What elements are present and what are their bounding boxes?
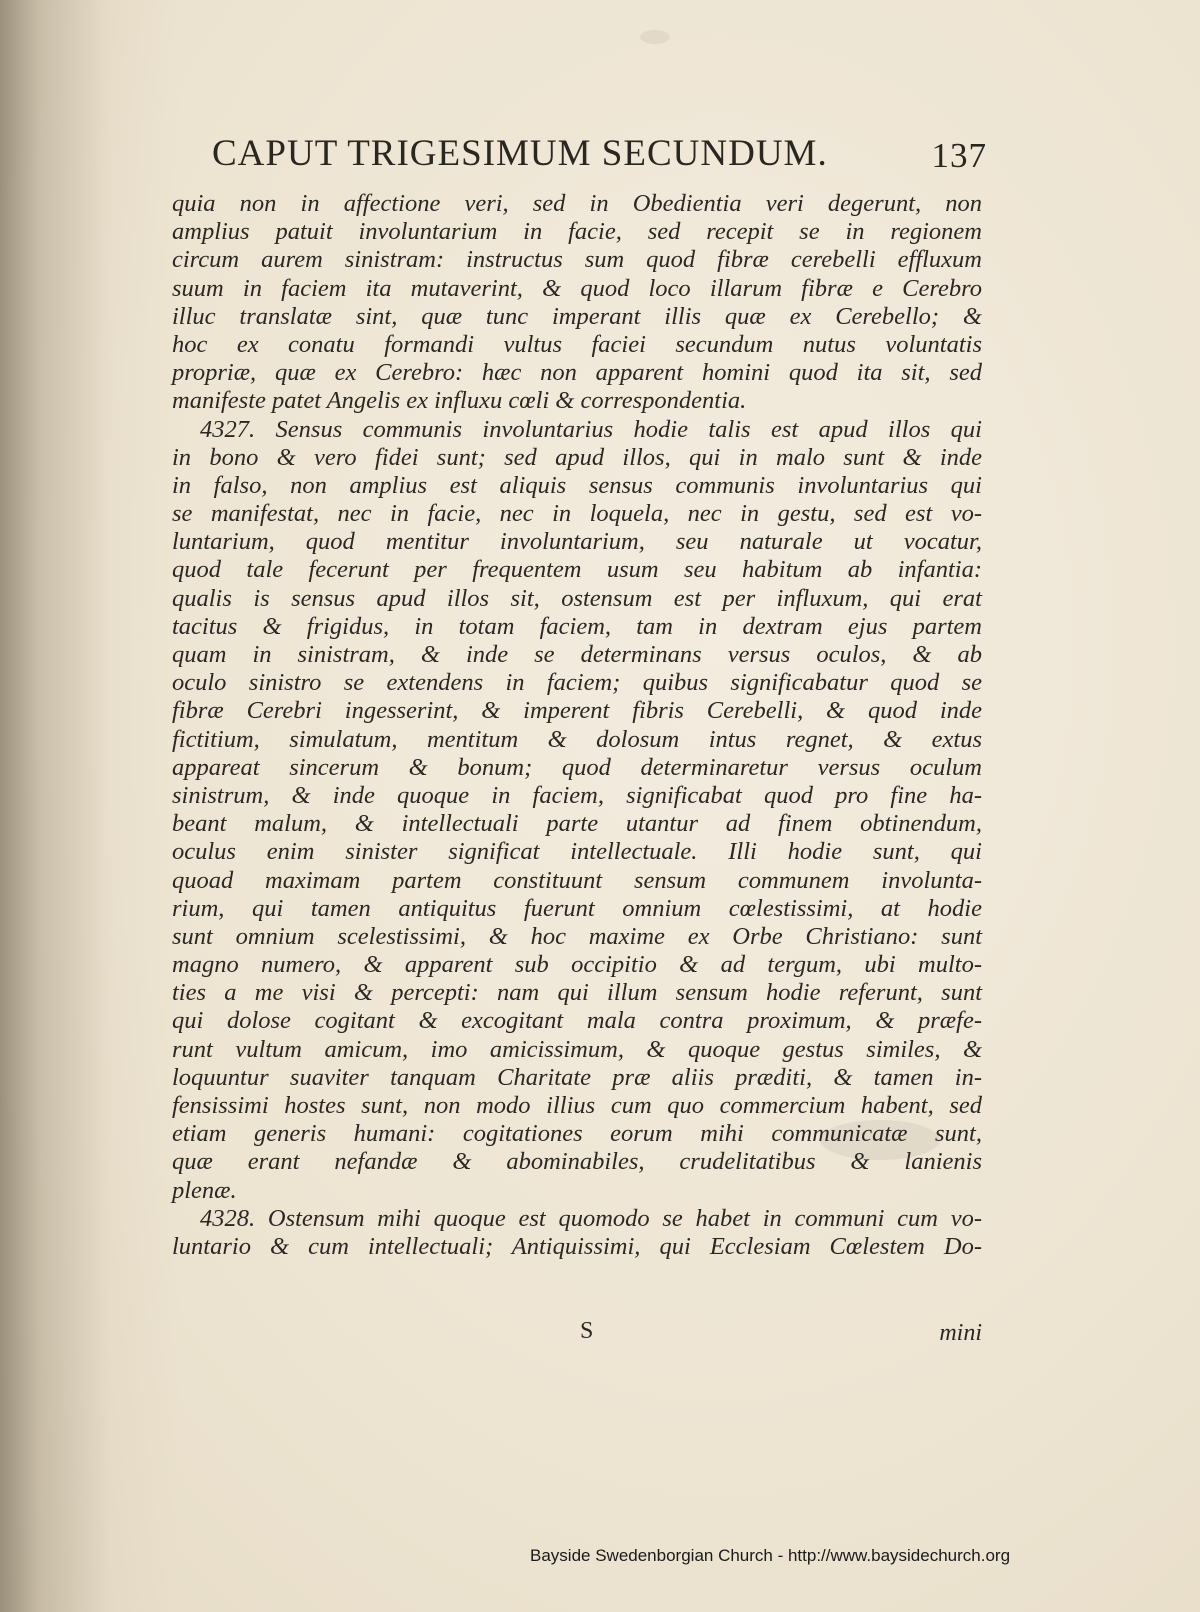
text-line: se manifestat, nec in facie, nec in loquela, nec in gestu, sed est vo-: [172, 500, 982, 528]
text-line: tacitus & frigidus, in totam faciem, tam in dextram ejus partem: [172, 612, 982, 640]
text-body: [172, 190, 982, 1261]
text-line: suum in faciem ita mutaverint, & quod loco illarum fibræ e Cerebro: [172, 274, 982, 302]
text-line: fibræ Cerebri ingesserint, & imperent fibris Cerebelli, & quod inde: [172, 697, 982, 725]
text-line: oculus enim sinister significat intellectuale. Illi hodie sunt, qui: [172, 838, 982, 866]
text-line: rium, qui tamen antiquitus fuerunt omnium cœlestissimi, at hodie: [172, 894, 982, 922]
text-line: fensissimi hostes sunt, non modo illius cum quo commercium habent, sed: [172, 1092, 982, 1119]
text-line: loquuntur suaviter tanquam Charitate præ aliis præditi, & tamen in-: [172, 1063, 982, 1091]
text-line: quoad maximam partem constituunt sensum communem involunta-: [172, 866, 982, 894]
page-foot: [172, 1318, 982, 1348]
text-line: sinistrum, & inde quoque in faciem, significabat quod pro fine ha-: [172, 781, 982, 809]
page-number: 137: [931, 136, 987, 175]
text-line: quia non in affectione veri, sed in Obedientia veri degerunt, non: [172, 190, 982, 217]
text-line: etiam generis humani: cogitationes eorum mihi communicatæ sunt,: [172, 1120, 982, 1148]
chapter-title: CAPUT TRIGESIMUM SECUNDUM.: [212, 133, 828, 174]
text-line: ties a me visi & percepti: nam qui illum sensum hodie referunt, sunt: [172, 979, 982, 1007]
text-line: oculo sinistro se extendens in faciem; quibus significabatur quod se: [172, 669, 982, 697]
text-line: circum aurem sinistram: instructus sum quod fibræ cerebelli effluxum: [172, 246, 982, 274]
text-line: plenæ.: [172, 1176, 237, 1204]
text-line: luntario & cum intellectuali; Antiquissimi, qui Ecclesiam Cœlestem Do-: [172, 1232, 982, 1260]
text-line: fictitium, simulatum, mentitum & dolosum intus regnet, & extus: [172, 725, 982, 753]
catchword: mini: [939, 1320, 982, 1346]
text-line: quod tale fecerunt per frequentem usum seu habitum ab infantia:: [172, 556, 982, 584]
text-line: propriæ, quæ ex Cerebro: hæc non apparent homini quod ita sit, sed: [172, 359, 982, 387]
text-line: appareat sincerum & bonum; quod determinaretur versus oculum: [172, 753, 982, 781]
text-line: beant malum, & intellectuali parte utantur ad finem obtinendum,: [172, 810, 982, 838]
running-header: [212, 128, 987, 188]
text-line: sunt omnium scelestissimi, & hoc maxime ex Orbe Christiano: sunt: [172, 922, 982, 950]
text-line: quæ erant nefandæ & abominabiles, crudelitatibus & lanienis: [172, 1148, 982, 1176]
signature-mark: S: [580, 1318, 594, 1344]
text-line: runt vultum amicum, imo amicissimum, & quoque gestus similes, &: [172, 1035, 982, 1063]
text-line: illuc translatæ sint, quæ tunc imperant illis quæ ex Cerebello; &: [172, 302, 982, 330]
text-line: manifeste patet Angelis ex influxu cœli & correspondentia.: [172, 387, 747, 415]
paragraph-start-4328: 4328. Ostensum mihi quoque est quomodo se habet in communi cum vo-: [200, 1204, 982, 1232]
text-line: qualis is sensus apud illos sit, ostensum est per influxum, qui erat: [172, 584, 982, 612]
text-line: magno numero, & apparent sub occipitio & ad tergum, ubi multo-: [172, 951, 982, 979]
text-line: in falso, non amplius est aliquis sensus communis involuntarius qui: [172, 471, 982, 499]
page-smudge: [640, 30, 670, 44]
text-line: amplius patuit involuntarium in facie, sed recepit se in regionem: [172, 218, 982, 246]
text-line: quam in sinistram, & inde se determinans versus oculos, & ab: [172, 641, 982, 668]
text-line: luntarium, quod mentitur involuntarium, seu naturale ut vocatur,: [172, 528, 982, 556]
text-line: hoc ex conatu formandi vultus faciei secundum nutus voluntatis: [172, 330, 982, 358]
source-credit: Bayside Swedenborgian Church - http://www.baysidechurch.org: [530, 1546, 1011, 1565]
paragraph-start-4327: 4327. Sensus communis involuntarius hodie talis est apud illos qui: [200, 415, 982, 443]
text-line: qui dolose cogitant & excogitant mala contra proximum, & præfe-: [172, 1007, 982, 1035]
text-line: in bono & vero fidei sunt; sed apud illos, qui in malo sunt & inde: [172, 443, 982, 471]
